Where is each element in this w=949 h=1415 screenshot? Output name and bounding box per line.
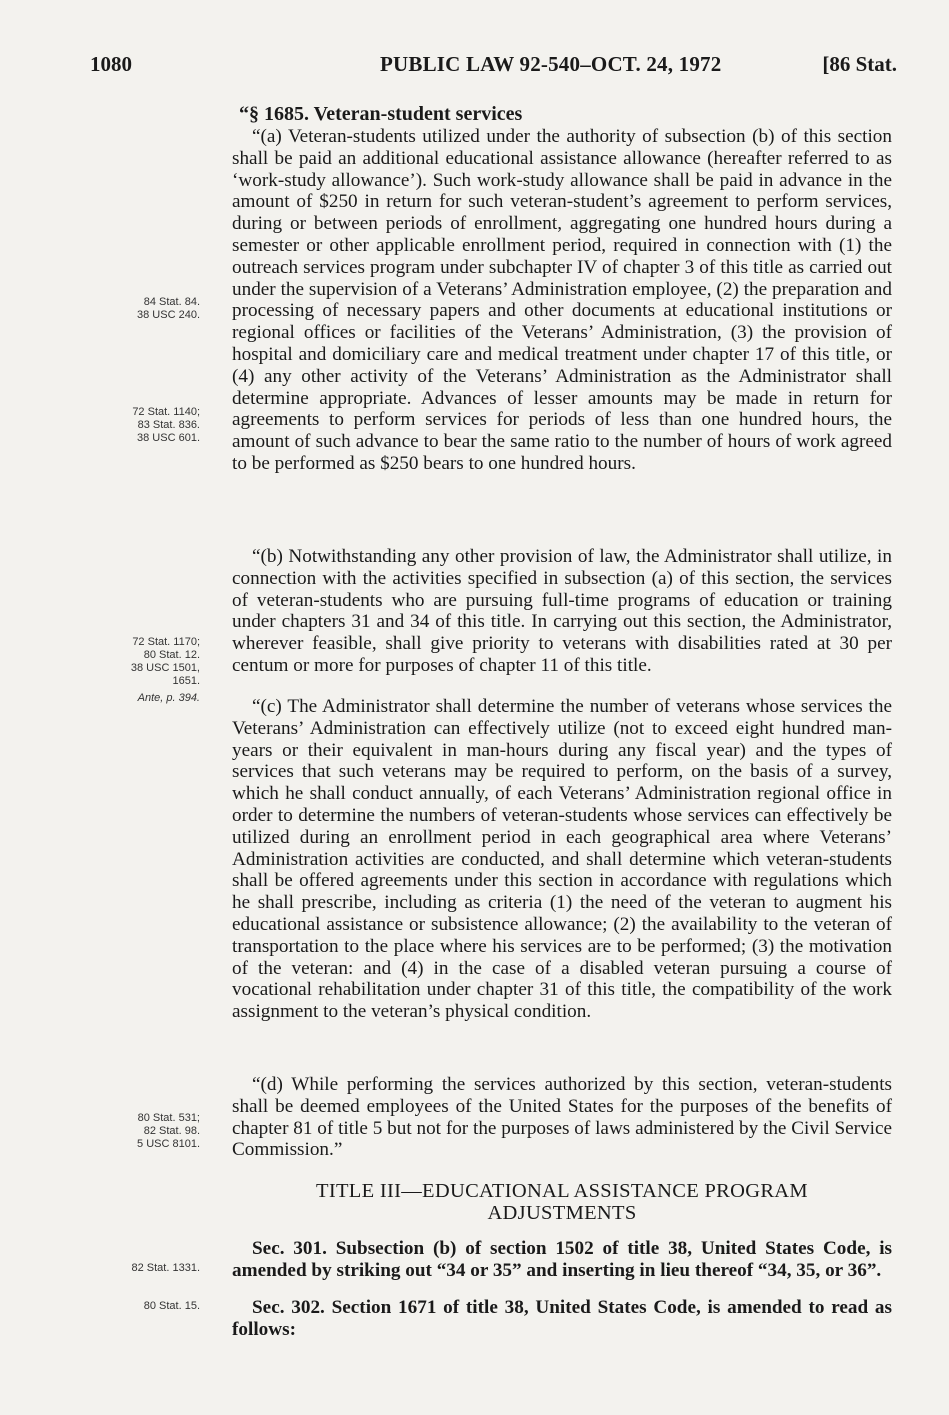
paragraph-b-block bbox=[232, 546, 892, 677]
title-heading-line2: ADJUSTMENTS bbox=[487, 1202, 637, 1224]
paragraph-d: “(d) While performing the services authorized by this section, veteran-students shall be deemed employees of the United States for the purposes of the benefits of chapter 81 of title 5 but not for the purposes of laws administered by the Civil Service Commission.” bbox=[232, 1074, 892, 1161]
paragraph-b: “(b) Notwithstanding any other provision of law, the Administrator shall utilize, in connection with the activities specified in subsection (a) of this section, the services of veteran-students who are pursuing full-time programs of education or training under chapters 31 and 34 of this title. In carrying out this section, the Administrator, wherever feasible, shall give priority to veterans with disabilities rated at 30 per centum or more for purposes of chapter 11 of this title. bbox=[232, 546, 892, 676]
title-heading bbox=[232, 1180, 892, 1224]
running-head: PUBLIC LAW 92-540–OCT. 24, 1972 bbox=[380, 52, 722, 76]
margin-note: Ante, p. 394. bbox=[137, 692, 200, 704]
margin-note: 84 Stat. 84. 38 USC 240. bbox=[137, 296, 200, 321]
section-302: Sec. 302. Section 1671 of title 38, United States Code, is amended to read as follows: bbox=[232, 1297, 892, 1340]
margin-note: 80 Stat. 531; 82 Stat. 98. 5 USC 8101. bbox=[137, 1112, 200, 1150]
margin-note: 82 Stat. 1331. bbox=[131, 1262, 200, 1274]
paragraph-c-block bbox=[232, 696, 892, 1023]
section-301: Sec. 301. Subsection (b) of section 1502 of title 38, United States Code, is amended by striking out “34 or 35” and inserting in lieu thereof “34, 35, or 36”. bbox=[232, 1238, 892, 1281]
margin-note: 72 Stat. 1140; 83 Stat. 836. 38 USC 601. bbox=[132, 406, 200, 444]
paragraph-a: “(a) Veteran-students utilized under the authority of subsection (b) of this section shall be paid an additional educational assistance allowance (hereafter referred to as ‘work-study allowance’). Such work-study allowance shall be paid in advance in the amount of $250 in return for such veteran-student’s agreement to perform services, during or between periods of enrollment, aggregating one hundred hours during a semester or other applicable enrollment period, required in connection with (1) the outreach services program under subchapter IV of chapter 3 of this title as carried out under the supervision of a Veterans’ Administration employee, (2) the preparation and processing of necessary papers and other documents at educational institutions or regional offices or facilities of the Veterans’ Administration, (3) the provision of hospital and domiciliary care and medical treatment under chapter 17 of this title, or (4) any other activity of the Veterans’ Administration as the Administrator shall determine appropriate. Advances of lesser amounts may be made in return for agreements to perform services for periods of less than one hundred hours, the amount of such advance to bear the same ratio to the number of hours of work agreed to be performed as $250 bears to one hundred hours. bbox=[232, 126, 892, 474]
stat-reference: [86 Stat. bbox=[822, 52, 897, 76]
paragraph-a-block bbox=[232, 126, 892, 475]
page-number: 1080 bbox=[90, 52, 132, 76]
margin-note: 80 Stat. 15. bbox=[143, 1300, 200, 1312]
margin-note: 72 Stat. 1170; 80 Stat. 12. 38 USC 1501, 1651. bbox=[130, 636, 200, 687]
paragraph-c: “(c) The Administrator shall determine the number of veterans whose services the Veterans’ Administration can effectively utilize (not to exceed eight hundred man-years or their equivalent in man-hours during any fiscal year) and the types of services that such veterans may be required to perform, on the basis of a survey, which he shall conduct annually, of each Veterans’ Administration regional office in order to determine the numbers of veteran-students whose services can effectively be utilized during an enrollment period in each geographical area where Veterans’ Administration activities are conducted, and shall determine which veteran-students shall be offered agreements under this section in accordance with regulations which he shall prescribe, including as criteria (1) the need of the veteran to augment his educational assistance or subsistence allowance; (2) the availability to the veteran of transportation to the place where his services are to be performed; (3) the motivation of the veteran: and (4) in the case of a disabled veteran pursuing a course of vocational rehabilitation under chapter 31 of this title, the compatibility of the work assignment to the veteran’s physical condition. bbox=[232, 696, 892, 1023]
title-heading-line1: TITLE III—EDUCATIONAL ASSISTANCE PROGRAM bbox=[316, 1180, 808, 1202]
paragraph-d-block bbox=[232, 1074, 892, 1161]
section-heading: “§ 1685. Veteran-student services bbox=[239, 103, 523, 125]
